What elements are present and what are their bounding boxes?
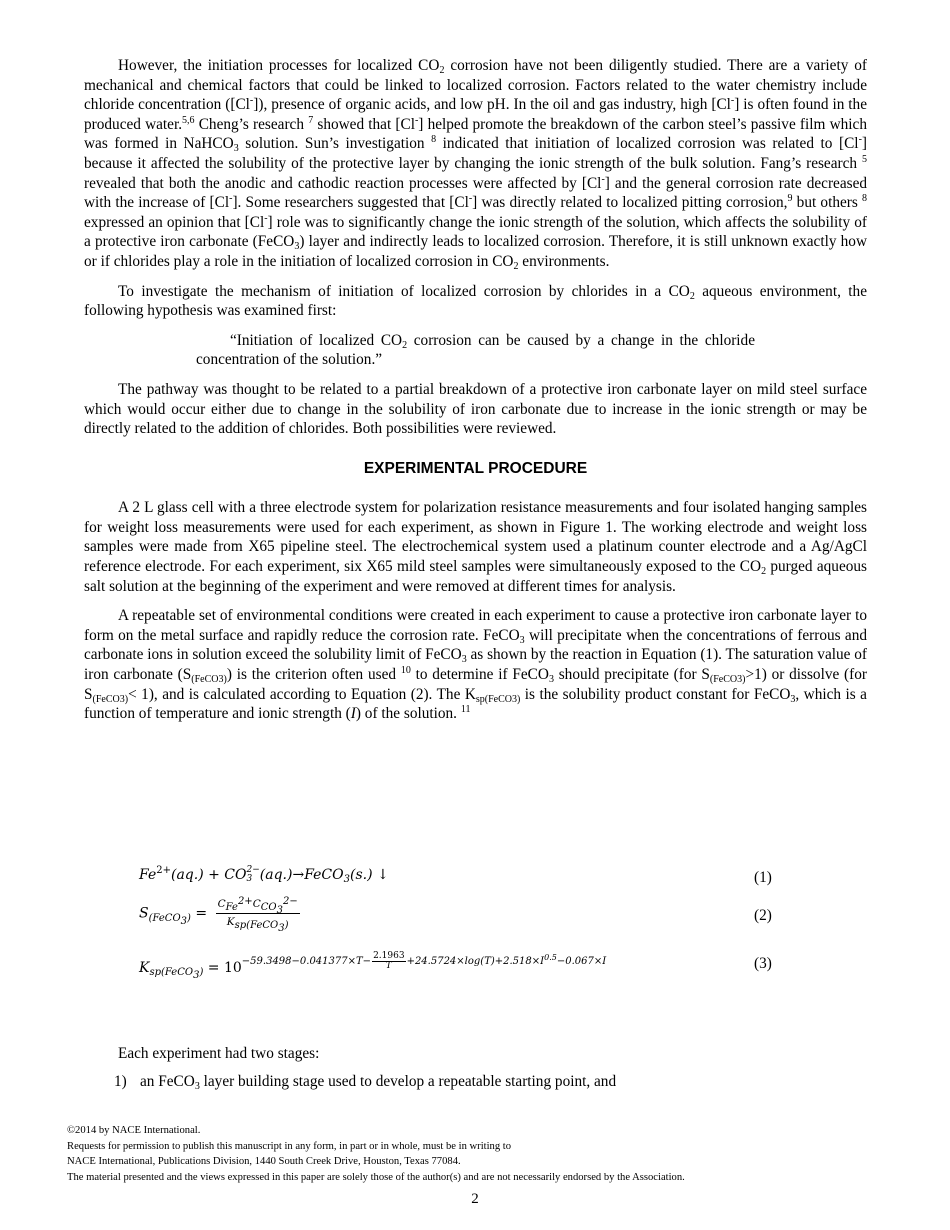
- footer-copyright: ©2014 by NACE International.: [67, 1125, 201, 1136]
- section-heading: EXPERIMENTAL PROCEDURE: [363, 459, 588, 477]
- equation-1-number: (1): [754, 869, 772, 886]
- citation: 10: [400, 665, 411, 677]
- citation: 8: [431, 134, 437, 146]
- equation-3-number: (3): [754, 955, 772, 972]
- page-number: 2: [471, 1191, 479, 1207]
- citation: 8: [862, 193, 868, 205]
- paragraph-investigate: To investigate the mechanism of initiation of localized corrosion by chlorides in a $CO_2$ aqueous environment, the following hypothesis was examined first:: [84, 282, 867, 320]
- equation-1: $Fe^{2+}(aq.)$ + CO 2− 3 (aq.)→FeCO$_3$(s.) ↓: [139, 865, 389, 885]
- citation: 7: [308, 114, 314, 126]
- citation: 9: [787, 193, 793, 205]
- citation: 5,6: [182, 114, 195, 126]
- footer-disclaimer: The material presented and the views expressed in this paper are solely those of the author(s) and are not necessarily endorsed by the Association.: [67, 1171, 685, 1183]
- equation-3: $K_{sp(FeCO_3)} = 10^{-59.3498-0.041377\times T- \frac{2.1963}{T} +24.5724\times log(T)+2.518\times I^{0.5}-0.067\times I}$: [139, 951, 607, 981]
- citation: 11: [460, 704, 471, 716]
- copyright-footer: [67, 1123, 685, 1185]
- equation-2: $S_{(FeCO_3)}$ = $\frac{C_{Fe^{2+}}C_{CO_3^{2-}}}{K_{sp(FeCO_3)}}$: [139, 896, 298, 934]
- equation-2-number: (2): [754, 907, 772, 924]
- paragraph-initiation: However, the initiation processes for localized $CO_2$ corrosion have not been diligently studied. There are a variety of mechanical and chemical factors that could be linked to localized corrosion. Factors related to the water chemistry include chloride concentration ([Cl-]), presence of organic acids, and low pH. In the oil and gas industry, high [Cl-] is often found in the produced water.$^{5,6}$ Cheng’s research $^7$ showed that [Cl-] helped promote the breakdown of the carbon steel’s passive film which was formed in NaHCO$_3$ solution. Sun’s investigation $^8$ indicated that initiation of localized corrosion was related to [Cl-] because it affected the solubility of the protective layer by changing the ionic strength of the bulk solution. Fang’s research $^5$ revealed that both the anodic and cathodic reaction processes were affected by [Cl-] and the general corrosion rate decreased with the increase of [Cl-]. Some researchers suggested that [Cl-] was directly related to localized pitting corrosion,$^9$ but others $^8$ expressed an opinion that [Cl-] role was to significantly change the ionic strength of the solution, which affects the solubility of a protective iron carbonate (FeCO$_3$) layer and indirectly leads to localized corrosion. Therefore, it is still unknown exactly how or if chlorides play a role in the initiation of localized corrosion in $CO_2$ environments.: [84, 57, 868, 272]
- stages-intro: Each experiment had two stages:: [118, 1045, 320, 1062]
- paragraph-pathway: The pathway was thought to be related to a partial breakdown of a protective iron carbonate layer on mild steel surface which would occur either due to change in the solubility of iron carbonate due to increase in the ionic strength or may be directly related to the addition of chlorides. Both possibilities were reviewed.: [84, 380, 867, 438]
- page-body: [84, 56, 867, 724]
- paragraph-conditions: A repeatable set of environmental conditions were created in each experiment to cause a protective iron carbonate layer to form on the metal surface and rapidly reduce the corrosion rate. FeCO$_3$ will precipitate when the concentrations of ferrous and carbonate ions in solution exceed the solubility limit of FeCO$_3$ as shown by the reaction in Equation (1). The saturation value of iron carbonate $(S_{(FeCO3)})$ is the criterion often used $^{10}$ to determine if FeCO$_3$ should precipitate (for $S_{(FeCO3)}>1$) or dissolve (for $S_{(FeCO3)}< 1$), and is calculated according to Equation (2). The $K_{sp(FeCO3)}$ is the solubility product constant for FeCO$_3$, which is a function of temperature and ionic strength (I) of the solution. $^{11}$: [84, 607, 868, 723]
- citation: 5: [862, 153, 867, 165]
- hypothesis-quote: “Initiation of localized $CO_2$ corrosion can be caused by a change in the chloride concentration of the solution.”: [196, 331, 755, 369]
- footer-address: NACE International, Publications Division, 1440 South Creek Drive, Houston, Texas 77084.: [67, 1156, 461, 1168]
- paragraph-glass-cell: A 2 L glass cell with a three electrode system for polarization resistance measurements and four isolated hanging samples for weight loss measurements were used for each experiment, as shown in Figure 1. The working electrode and weight loss samples were made from X65 pipeline steel. The electrochemical system used a platinum counter electrode and a Ag/AgCl reference electrode. For each experiment, six X65 mild steel samples were simultaneously exposed to the $CO_2$ purged aqueous salt solution at the beginning of the experiment and were removed at different times for analysis.: [84, 499, 867, 595]
- list-item: 1) an FeCO$_3$ layer building stage used to develop a repeatable starting point, and: [114, 1073, 617, 1092]
- footer-permission: Requests for permission to publish this manuscript in any form, in part or in whole, must be in writing to: [67, 1140, 512, 1152]
- saturation-fraction: $\frac{C_{Fe^{2+}}C_{CO_3^{2-}}}{K_{sp(FeCO_3)}}$: [217, 896, 298, 934]
